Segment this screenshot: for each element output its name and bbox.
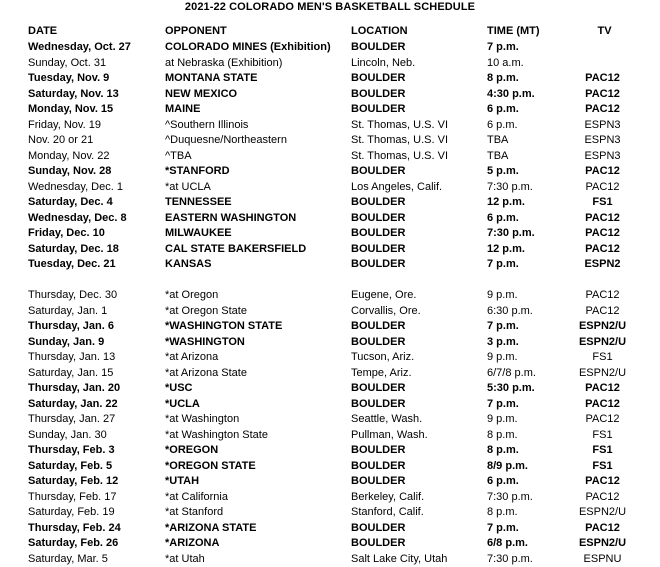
table-row	[0, 242, 660, 258]
game-time: 8 p.m.	[487, 506, 518, 518]
game-tv: PAC12	[585, 227, 620, 239]
game-date: Saturday, Nov. 13	[28, 87, 119, 100]
game-tv: PAC12	[585, 87, 620, 100]
game-location: Los Angeles, Calif.	[351, 180, 443, 193]
table-row	[0, 428, 660, 444]
game-opponent: KANSAS	[165, 258, 212, 270]
game-date: Sunday, Oct. 31	[28, 56, 107, 69]
game-location: BOULDER	[351, 335, 406, 348]
game-date: Saturday, Jan. 15	[28, 366, 114, 379]
game-location: St. Thomas, U.S. VI	[351, 118, 448, 131]
table-row	[0, 459, 660, 475]
game-tv: ESPN2/U	[578, 537, 627, 549]
game-location: Stanford, Calif.	[351, 506, 424, 518]
game-date: Friday, Nov. 19	[28, 118, 101, 131]
game-opponent: *WASHINGTON	[165, 335, 245, 348]
game-date: Saturday, Feb. 19	[28, 506, 115, 518]
game-time: 7:30 p.m.	[487, 180, 533, 193]
game-location: BOULDER	[351, 444, 406, 456]
game-tv: ESPN3	[584, 118, 621, 131]
game-tv: ESPN2/U	[578, 506, 627, 518]
game-tv: PAC12	[585, 211, 620, 224]
table-row	[0, 40, 660, 56]
game-time: 4:30 p.m.	[487, 87, 535, 100]
game-opponent: EASTERN WASHINGTON	[165, 211, 297, 224]
game-location: BOULDER	[351, 72, 406, 84]
game-date: Saturday, Feb. 26	[28, 537, 119, 549]
table-row	[0, 443, 660, 459]
game-time: 7 p.m.	[487, 41, 519, 53]
game-time: 6/8 p.m.	[487, 537, 528, 549]
game-location: BOULDER	[351, 382, 406, 394]
header-location: LOCATION	[351, 25, 408, 37]
game-tv: ESPN3	[584, 134, 621, 146]
game-date: Thursday, Jan. 13	[28, 351, 116, 363]
table-row	[0, 56, 660, 72]
game-location: BOULDER	[351, 242, 406, 255]
game-tv: ESPNU	[583, 552, 622, 565]
game-time: 7:30 p.m.	[487, 227, 535, 239]
game-date: Saturday, Mar. 5	[28, 552, 108, 565]
game-tv: PAC12	[585, 242, 620, 255]
game-location: BOULDER	[351, 103, 406, 115]
game-opponent: CAL STATE BAKERSFIELD	[165, 242, 307, 255]
table-row	[0, 536, 660, 552]
game-opponent: MONTANA STATE	[165, 72, 258, 84]
table-row	[0, 149, 660, 165]
game-tv: FS1	[592, 428, 613, 441]
game-date: Friday, Dec. 10	[28, 227, 105, 239]
table-row	[0, 211, 660, 227]
game-location: BOULDER	[351, 211, 406, 224]
game-tv: FS1	[592, 459, 613, 472]
game-tv: FS1	[592, 196, 613, 208]
game-location: Tucson, Ariz.	[351, 351, 415, 363]
game-opponent: TENNESSEE	[165, 196, 232, 208]
game-date: Sunday, Jan. 9	[28, 335, 105, 348]
game-time: 3 p.m.	[487, 335, 519, 348]
game-time: 6 p.m.	[487, 118, 518, 131]
game-tv: PAC12	[585, 397, 620, 410]
game-location: BOULDER	[351, 397, 406, 410]
game-opponent: *at Washington State	[165, 428, 268, 441]
game-time: 6:30 p.m.	[487, 304, 533, 317]
game-date: Nov. 20 or 21	[28, 134, 94, 146]
game-date: Sunday, Jan. 30	[28, 428, 107, 441]
game-tv: FS1	[592, 444, 613, 456]
game-tv: PAC12	[585, 289, 620, 301]
game-location: Salt Lake City, Utah	[351, 552, 448, 565]
game-opponent: *at California	[165, 490, 228, 503]
game-location: BOULDER	[351, 41, 406, 53]
table-row	[0, 164, 660, 180]
table-row	[0, 87, 660, 103]
game-date: Tuesday, Nov. 9	[28, 72, 110, 84]
game-location: BOULDER	[351, 165, 406, 177]
game-location: BOULDER	[351, 459, 406, 472]
game-time: 5 p.m.	[487, 165, 519, 177]
game-opponent: at Nebraska (Exhibition)	[165, 56, 283, 69]
game-time: TBA	[487, 134, 509, 146]
table-row	[0, 397, 660, 413]
game-date: Thursday, Jan. 20	[28, 382, 121, 394]
game-opponent: *ARIZONA STATE	[165, 521, 257, 534]
table-row	[0, 71, 660, 87]
game-tv: PAC12	[585, 103, 620, 115]
game-date: Wednesday, Dec. 1	[28, 180, 123, 193]
header-tv: TV	[597, 25, 612, 37]
game-opponent: *USC	[165, 382, 193, 394]
game-location: Eugene, Ore.	[351, 289, 417, 301]
game-time: 10 a.m.	[487, 56, 524, 69]
game-date: Monday, Nov. 22	[28, 149, 110, 162]
table-row	[0, 195, 660, 211]
table-row	[0, 474, 660, 490]
game-date: Saturday, Jan. 22	[28, 397, 118, 410]
game-date: Saturday, Jan. 1	[28, 304, 108, 317]
game-date: Saturday, Dec. 18	[28, 242, 119, 255]
table-row	[0, 102, 660, 118]
game-time: 12 p.m.	[487, 196, 525, 208]
header-time: TIME (MT)	[487, 25, 540, 37]
game-date: Thursday, Feb. 24	[28, 521, 121, 534]
game-time: 8/9 p.m.	[487, 459, 528, 472]
game-tv: PAC12	[585, 304, 620, 317]
header-row	[0, 24, 660, 40]
game-location: Pullman, Wash.	[351, 428, 428, 441]
game-opponent: *OREGON	[165, 444, 219, 456]
game-date: Thursday, Jan. 27	[28, 413, 116, 425]
game-date: Sunday, Nov. 28	[28, 165, 112, 177]
game-date: Tuesday, Dec. 21	[28, 258, 116, 270]
game-opponent: MAINE	[165, 103, 201, 115]
game-opponent: *UCLA	[165, 397, 200, 410]
game-location: BOULDER	[351, 258, 406, 270]
game-opponent: ^TBA	[165, 149, 192, 162]
game-time: TBA	[487, 149, 509, 162]
game-opponent: *at Arizona	[165, 351, 219, 363]
table-row	[0, 288, 660, 304]
game-location: Berkeley, Calif.	[351, 490, 425, 503]
game-location: BOULDER	[351, 87, 406, 100]
game-time: 6/7/8 p.m.	[487, 366, 536, 379]
game-opponent: NEW MEXICO	[165, 87, 238, 100]
game-time: 7 p.m.	[487, 521, 519, 534]
game-opponent: *OREGON STATE	[165, 459, 256, 472]
game-date: Saturday, Feb. 5	[28, 459, 113, 472]
game-opponent: *at Oregon State	[165, 304, 247, 317]
game-date: Wednesday, Dec. 8	[28, 211, 127, 224]
game-time: 6 p.m.	[487, 103, 519, 115]
table-row	[0, 350, 660, 366]
game-opponent: *UTAH	[165, 475, 200, 487]
game-opponent: *at Oregon	[165, 289, 219, 301]
game-time: 6 p.m.	[487, 475, 519, 487]
game-location: Corvallis, Ore.	[351, 304, 421, 317]
game-tv: PAC12	[585, 490, 620, 503]
game-date: Wednesday, Oct. 27	[28, 41, 131, 53]
table-row	[0, 412, 660, 428]
game-date: Monday, Nov. 15	[28, 103, 114, 115]
game-tv: FS1	[592, 351, 613, 363]
game-time: 6 p.m.	[487, 211, 519, 224]
game-tv: PAC12	[585, 72, 620, 84]
game-date: Thursday, Feb. 17	[28, 490, 117, 503]
game-time: 7 p.m.	[487, 397, 519, 410]
game-tv: ESPN3	[584, 149, 621, 162]
table-row	[0, 335, 660, 351]
table-row	[0, 552, 660, 567]
game-time: 7:30 p.m.	[487, 552, 533, 565]
game-date: Thursday, Dec. 30	[28, 289, 118, 301]
table-row	[0, 521, 660, 537]
game-tv: ESPN2/U	[578, 366, 627, 379]
game-tv: PAC12	[585, 180, 620, 193]
table-row	[0, 118, 660, 134]
game-tv: PAC12	[585, 165, 620, 177]
game-opponent: ^Duquesne/Northeastern	[165, 134, 287, 146]
game-opponent: *at Stanford	[165, 506, 224, 518]
game-time: 7 p.m.	[487, 258, 519, 270]
table-row	[0, 366, 660, 382]
game-location: St. Thomas, U.S. VI	[351, 134, 448, 146]
header-opponent: OPPONENT	[165, 25, 227, 37]
game-opponent: *at UCLA	[165, 180, 211, 193]
game-time: 9 p.m.	[487, 351, 518, 363]
game-tv: ESPN2/U	[578, 335, 627, 348]
header-date: DATE	[28, 25, 58, 37]
game-time: 12 p.m.	[487, 242, 525, 255]
game-time: 7 p.m.	[487, 320, 519, 332]
game-location: BOULDER	[351, 320, 406, 332]
game-opponent: *at Utah	[165, 552, 205, 565]
game-opponent: *at Washington	[165, 413, 240, 425]
game-opponent: MILWAUKEE	[165, 227, 232, 239]
game-tv: PAC12	[585, 475, 620, 487]
game-tv: PAC12	[585, 521, 620, 534]
table-row	[0, 133, 660, 149]
table-row	[0, 304, 660, 320]
game-date: Saturday, Dec. 4	[28, 196, 113, 208]
schedule-title: 2021-22 COLORADO MEN'S BASKETBALL SCHEDULE	[184, 1, 476, 13]
game-time: 5:30 p.m.	[487, 382, 535, 394]
game-opponent: *WASHINGTON STATE	[165, 320, 283, 332]
game-opponent: ^Southern Illinois	[165, 118, 249, 131]
game-time: 7:30 p.m.	[487, 490, 533, 503]
game-time: 8 p.m.	[487, 428, 518, 441]
game-location: BOULDER	[351, 196, 406, 208]
game-time: 9 p.m.	[487, 413, 518, 425]
game-date: Saturday, Feb. 12	[28, 475, 119, 487]
game-time: 8 p.m.	[487, 72, 519, 84]
game-tv: ESPN2/U	[578, 320, 627, 332]
table-row	[0, 180, 660, 196]
game-location: Seattle, Wash.	[351, 413, 423, 425]
game-tv: PAC12	[585, 382, 620, 394]
game-location: BOULDER	[351, 537, 406, 549]
table-row	[0, 319, 660, 335]
game-date: Thursday, Jan. 6	[28, 320, 114, 332]
table-row	[0, 226, 660, 242]
game-location: BOULDER	[351, 227, 406, 239]
game-opponent: COLORADO MINES (Exhibition)	[165, 41, 331, 53]
table-row	[0, 505, 660, 521]
table-row	[0, 490, 660, 506]
game-tv: PAC12	[585, 413, 620, 425]
game-date: Thursday, Feb. 3	[28, 444, 115, 456]
game-location: BOULDER	[351, 521, 406, 534]
table-row	[0, 381, 660, 397]
game-location: BOULDER	[351, 475, 406, 487]
table-row	[0, 257, 660, 273]
game-time: 8 p.m.	[487, 444, 519, 456]
game-location: St. Thomas, U.S. VI	[351, 149, 448, 162]
game-opponent: *STANFORD	[165, 165, 230, 177]
game-opponent: *ARIZONA	[165, 537, 220, 549]
game-location: Lincoln, Neb.	[351, 56, 416, 69]
game-tv: ESPN2	[584, 258, 621, 270]
game-opponent: *at Arizona State	[165, 366, 247, 379]
game-location: Tempe, Ariz.	[351, 366, 412, 379]
game-time: 9 p.m.	[487, 289, 518, 301]
